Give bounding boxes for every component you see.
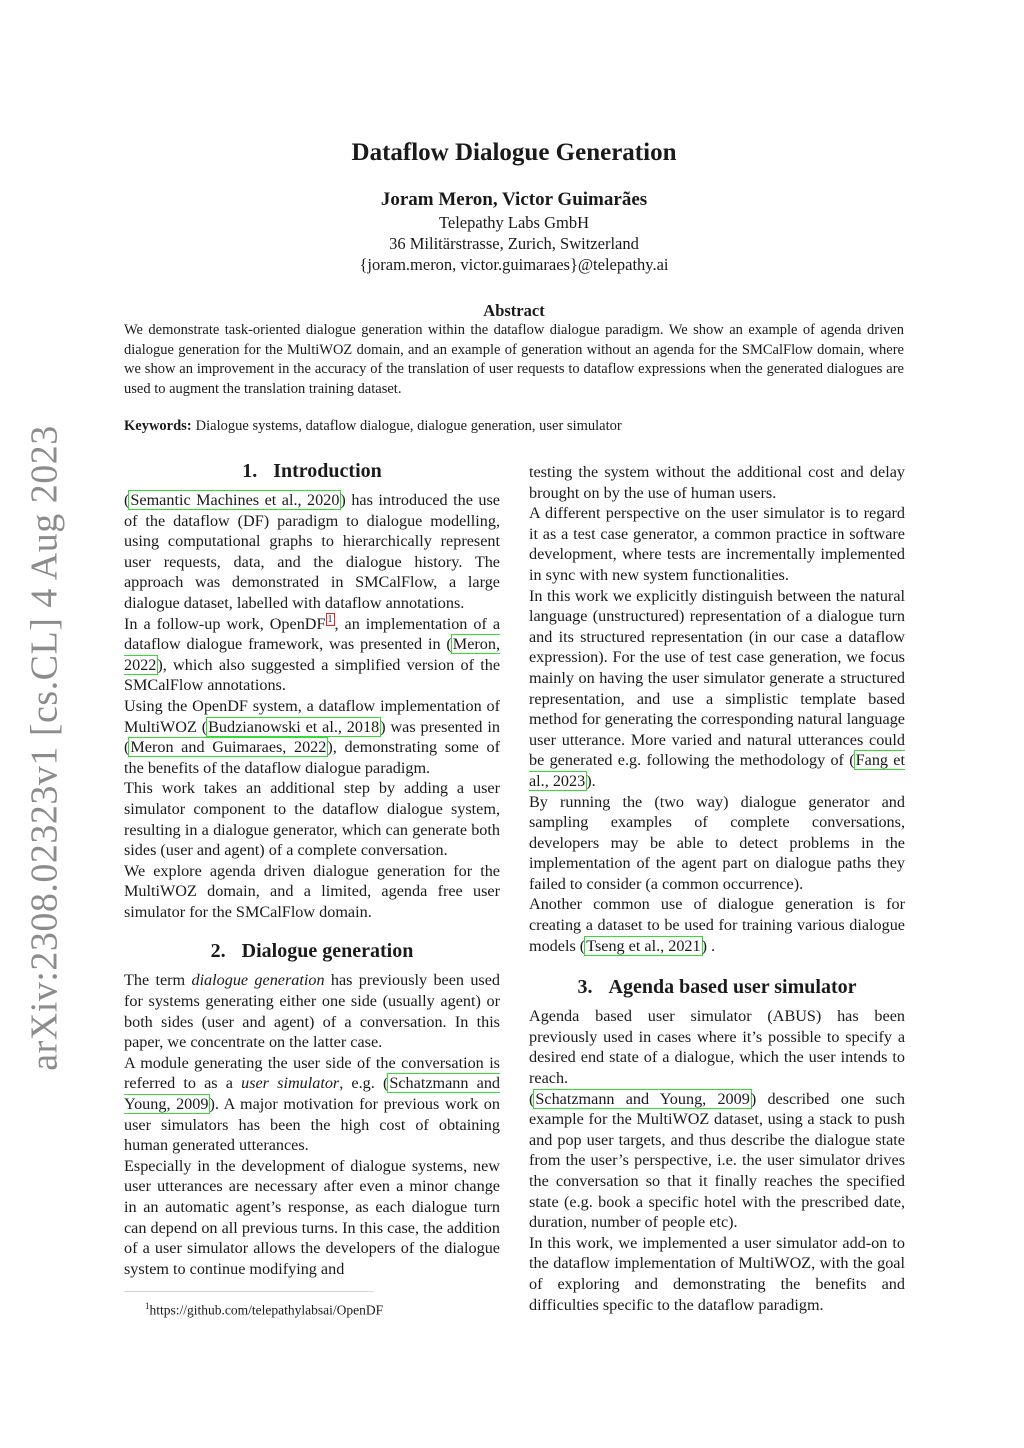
author-list: Joram Meron, Victor Guimarães [380, 189, 648, 210]
abstract-heading: Abstract [483, 301, 545, 320]
paragraph-text: In this work we explicitly distinguish between the natural language (unstructured) representation of a dialogue turn and its structured representation (in our case a dataflow expression). For the use of test case generation, we focus mainly on having the user simulator generate a structured representation, and use a simplistic template based method for generating the corresponding natural language user utterance. More varied and natural utterances could be generated e.g. following the methodology of ( [529, 586, 905, 770]
paragraph: testing the system without the additional cost and delay brought on by the use of human users. [529, 463, 905, 502]
abstract-text: We demonstrate task-oriented dialogue generation within the dataflow dialogue paradigm. We show an example of agenda driven dialogue generation for the MultiWOZ domain, and an example of generation without an agenda for the SMCalFlow domain, where we show an improvement in the accuracy of the translation of user requests to dataflow expressions when the generated dialogues are used to augment the translation training dataset. [124, 322, 904, 397]
paragraph-text: ). [586, 771, 596, 790]
section-title: Dialogue generation [241, 940, 414, 963]
paragraph: This work takes an additional step by adding a user simulator component to the dataflow dialogue system, resulting in a dialogue generator, which can generate both sides (user and agent) of a complete conversation. [124, 779, 500, 860]
paragraph-text: ), demonstrating some of the benefits of the dataflow dialogue paradigm. [124, 738, 500, 777]
section-heading-dialogue-generation [124, 938, 500, 964]
paragraph-text: Using the OpenDF system, a dataflow implementation of MultiWOZ ( [124, 696, 500, 736]
emphasis-text: user simulator [241, 1074, 340, 1093]
section-title: Introduction [273, 460, 382, 482]
paragraph [529, 586, 905, 792]
paragraph-text: , e.g. ( [339, 1074, 389, 1093]
paper-title: Dataflow Dialogue Generation [351, 139, 677, 166]
paragraph-text: ) described one such example for the MultiWOZ dataset, using a stack to push and pop user targets, and thus describe the dialogue state from the user’s perspective, i.e. the user simulator drives the conversation so that it finally reaches the specified state (e.g. book a specific hotel with the prescribed date, duration, number of people etc). [529, 1089, 905, 1232]
paragraph: (Schatzmann and Young, 2009) described one such example for the MultiWOZ dataset, using a stack to push and pop user targets, and thus describe the dialogue state from the user’s perspective, i.e. the user simulator drives the conversation so that it finally reaches the specified state (e.g. book a specific hotel with the prescribed date, duration, number of people etc). [529, 1089, 905, 1232]
keywords [124, 417, 904, 436]
paragraph-text: ) . [701, 936, 716, 955]
affiliation-address: 36 Militärstrasse, Zurich, Switzerland [389, 234, 639, 253]
section-heading-introduction [124, 458, 500, 484]
citation-link[interactable]: Fang et al., 2023 [529, 751, 905, 790]
abstract [124, 300, 904, 399]
author-emails: {joram.meron, victor.guimaraes}@telepathy.ai [359, 255, 669, 274]
section-number: 3. [577, 976, 593, 999]
emphasis-text: dialogue generation [191, 971, 325, 990]
paragraph: By running the (two way) dialogue generator and sampling examples of complete conversations, developers may be able to detect problems in the implementation of the agent part on dialogue paths they failed to consider (a common occurrence). [529, 792, 905, 893]
citation-link[interactable]: Schatzmann and Young, 2009 [535, 1089, 750, 1108]
paragraph-text: ) has introduced the use of the dataflow (DF) paradigm to dialogue modelling, using computational graphs to hierarchically represent user requests, data, and the dialogue history. The approach was demonstrated in SMCalFlow, a large dialogue dataset, labelled with dataflow annotations. [124, 491, 500, 612]
footnote-ref-link[interactable]: 1 [327, 614, 333, 626]
paragraph [124, 614, 500, 696]
paragraph [529, 894, 905, 956]
section-heading-agenda-simulator [529, 974, 905, 1000]
citation-link[interactable]: Meron and Guimaraes, 2022 [130, 738, 327, 757]
paragraph: (Semantic Machines et al., 2020) has introduced the use of the dataflow (DF) paradigm to dialogue modelling, using computational graphs to hierarchically represent user requests, data, and the dialogue history. The approach was demonstrated in SMCalFlow, a large dialogue dataset, labelled with dataflow annotations. [124, 491, 500, 612]
affiliation-org: Telepathy Labs GmbH [438, 213, 590, 232]
footnote-url[interactable]: https://github.com/telepathylabsai/OpenDF [149, 1302, 384, 1318]
arxiv-identifier [18, 424, 72, 1071]
paragraph [124, 1053, 500, 1156]
paragraph [124, 696, 500, 778]
paragraph-text: ) was presented in ( [124, 717, 500, 757]
footnote [145, 1297, 383, 1320]
footnote-divider [124, 1291, 374, 1292]
keywords-text: Dialogue systems, dataflow dialogue, dialogue generation, user simulator [195, 418, 622, 434]
section-number: 1. [242, 460, 258, 482]
paragraph: Especially in the development of dialogue systems, new user utterances are necessary after even a minor change in an automatic agent’s response, as each dialogue turn can depend on all previous turns. In this case, the addition of a user simulator allows the developers of the dialogue system to continue modifying and [124, 1156, 500, 1278]
paragraph [124, 970, 500, 1052]
citation-link[interactable]: Tseng et al., 2021 [586, 936, 701, 955]
paragraph-text: In a follow-up work, OpenDF [124, 614, 326, 633]
paragraph: In this work, we implemented a user simulator add-on to the dataflow implementation of MultiWOZ, with the goal of exploring and demonstrating the benefits and difficulties specific to the dataflow paradigm. [529, 1233, 905, 1314]
paragraph-text: ). A major motivation for previous work on user simulators has been the high cost of obtaining human generated utterances. [124, 1095, 500, 1155]
paragraph-text: A module generating the user side of the conversation is referred to as a [124, 1053, 500, 1093]
citation-link[interactable]: Budzianowski et al., 2018 [208, 717, 380, 736]
citation-link[interactable]: Meron, 2022 [124, 635, 500, 674]
paragraph: Agenda based user simulator (ABUS) has been previously used in cases where it’s possible to specify a desired end state of a dialogue, which the user intends to reach. [529, 1007, 905, 1088]
right-column [529, 462, 905, 1315]
paragraph-text: The term [124, 971, 192, 990]
keywords-label: Keywords: [124, 418, 192, 434]
paragraph-text: Another common use of dialogue generation is for creating a dataset to be used for training various dialogue models ( [529, 895, 905, 955]
paper-header [124, 138, 904, 275]
paragraph-text: , an implementation of a dataflow dialogue framework, was presented in ( [124, 614, 500, 654]
citation-link[interactable]: Schatzmann and Young, 2009 [124, 1074, 501, 1114]
section-number: 2. [210, 940, 226, 963]
footnote-mark: 1 [145, 1301, 150, 1311]
left-column [124, 458, 500, 1279]
paragraph-text: ), which also suggested a simplified version of the SMCalFlow annotations. [124, 655, 500, 695]
paragraph: We explore agenda driven dialogue generation for the MultiWOZ domain, and a limited, agenda free user simulator for the SMCalFlow domain. [124, 861, 500, 921]
section-title: Agenda based user simulator [608, 976, 857, 999]
paragraph: A different perspective on the user simulator is to regard it as a test case generator, a common practice in software development, where tests are incrementally implemented in sync with new system functionalities. [529, 504, 905, 584]
paragraph-text: has previously been used for systems generating either one side (usually agent) or both sides (user and agent) of a conversation. In this paper, we concentrate on the latter case. [124, 971, 500, 1052]
arxiv-identifier-text: arXiv:2308.02323v1 [cs.CL] 4 Aug 2023 [24, 424, 67, 1071]
citation-link[interactable]: Semantic Machines et al., 2020 [130, 491, 340, 509]
